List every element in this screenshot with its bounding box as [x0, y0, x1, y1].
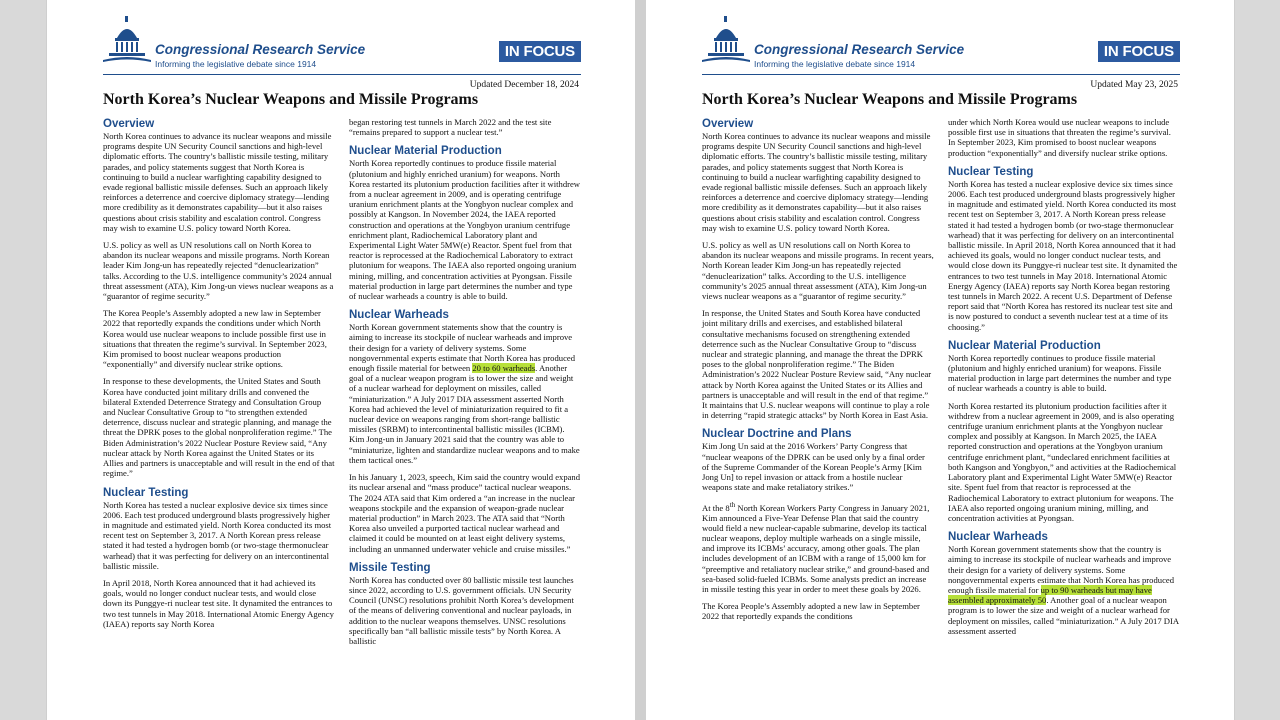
- text-column-left: [702, 117, 934, 629]
- capitol-dome-icon: [103, 16, 151, 68]
- paragraph: In his January 1, 2023, speech, Kim said the country would expand its nuclear arsenal and “mass produce” tactical nuclear weapons. The 2024 ATA said that Kim ordered a “an increase in the nuclear weapons stockpile and the expansion of weapon-grade nuclear material production” in March 2023. The ATA said that “North Korea also unveiled a purported tactical nuclear warhead and claimed it could be mounted on at least eight delivery systems, including an unmanned underwater vehicle and cruise missiles.”: [349, 472, 581, 554]
- paragraph: U.S. policy as well as UN resolutions call on North Korea to abandon its nuclear weapons and missile programs. North Korean leader Kim Jong-un has repeatedly rejected “denuclearization” talks. According to the U.S. intelligence community’s 2024 annual threat assessment (ATA), Kim Jong-un views nuclear weapons as a “guarantor of regime security.”: [103, 240, 334, 302]
- paragraph: In response to these developments, the United States and South Korea have conducted joint military drills and convened the bilateral Extended Deterrence Strategy and Consultation Group and Nuclear Consultative Group to “to strengthen extended deterrence, discuss nuclear and strategic planning, and manage the threat the DPRK poses to the global nonproliferation regime.” The Biden Administration’s 2022 Nuclear Posture Review said, “Any nuclear attack by North Korea against the United States or its Allies and partners is unacceptable and will result in the end of that regime.”: [103, 376, 335, 479]
- paragraph: North Korea restarted its plutonium production facilities after it withdrew from a nuclear agreement in 2009, and is also operating centrifuge uranium enrichment plants at the Yongbyon nuclear complex and possibly at Kangson. In March 2025, the IAEA reported construction and operations at the Yongbyon uranium centrifuge enrichment plant, “undeclared enrichment facilities at both Kangson and Yongbyon,” and activities at the Radiochemical Laboratory plant and Experimental Light Water 5MW(e) Reactor site. Spent fuel from that reactor is reprocessed at the Radiochemical Laboratory to extract plutonium for weapons. The IAEA also reported ongoing uranium mining, milling, and concentration activities at Pyongsan.: [948, 400, 1177, 523]
- text-run: . Another goal of a nuclear weapon program is to lower the size and weight of a nuclear warhead for deployment on missiles, called “miniaturization.” A July 2017 DIA assessment asserted North Korea had achieved the level of miniaturization required to fit a nuclear device on weapons ranging from short-range ballistic missiles (SRBM) to intercontinental ballistic missiles (ICBM). Kim Jong-un in January 2021 said that the country was able to “miniaturize, lighten and standardize nuclear weapons and to make them tactical ones.”: [349, 363, 580, 465]
- highlighted-text: 20 to 60 warheads: [472, 363, 536, 374]
- header-rule: [702, 74, 1180, 75]
- document-title: North Korea’s Nuclear Weapons and Missile Programs: [702, 91, 1078, 108]
- paragraph: under which North Korea would use nuclear weapons to include possible first use in situations that threaten the regime’s survival. In September 2023, Kim promised to boost nuclear weapons production “exponentially” and diversify nuclear strike options.: [948, 117, 1171, 158]
- page-gutter: [636, 0, 645, 720]
- paragraph: [702, 500, 934, 595]
- paragraph: North Korea reportedly continues to produce fissile material (plutonium and highly enriched uranium) for weapons. North Korea restarted its plutonium production facilities after it withdrew from a nuclear agreement in 2009, and is operating centrifuge uranium enrichment plants at the Yongbyon nuclear complex and possibly at Kangson. In November 2024, the IAEA reported construction and operations at the Yongbyon uranium centrifuge enrichment plant, Radiochemical Laboratory plant and Experimental Light Water 5MW(e) Reactor. Spent fuel from that reactor is reprocessed at the Radiochemical Laboratory to extract plutonium for weapons. The IAEA also reported ongoing uranium mining, milling, and concentration activities at Pyongsan. Fissile material production in large part determines the number and type of nuclear warheads a country is able to build.: [349, 158, 581, 302]
- paragraph: Kim Jong Un said at the 2016 Workers’ Party Congress that “nuclear weapons of the DPRK can be used only by a final order of the Supreme Commander of the Korean People’s Army [Kim Jong Un] to repel invasion or attack from a hostile nuclear weapons state and make retaliatory strikes.”: [702, 441, 925, 493]
- text-run: North Korean Workers Party Congress in January 2021, Kim announced a Five-Year Defense Plan that said the country would field a new nuclear-capable submarine, develop its tactical nuclear weapons, deploy multiple warheads on a single missile, and improve its ICBMs’ accuracy, among other goals. The plan includes development of an ICBM with a range of 15,000 km for “preemptive and retaliatory nuclear strike,” and ground-based and sea-based solid-fueled ICBMs. Some analysts predict an increase in missile testing this year in order to meet these goals by 2026.: [702, 502, 930, 594]
- org-name: Congressional Research Service: [754, 42, 965, 57]
- paragraph: North Korea has tested a nuclear explosive device six times since 2006. Each test produced underground blasts progressively higher in magnitude and estimated yield. North Korea conducted its most recent test on September 3, 2017. A North Korean press release stated it had tested a hydrogen bomb (or two-stage thermonuclear warhead) that it was perfecting for delivery on an intercontinental ballistic missile. In April 2018, North Korea announced that it had achieved its goals, would no longer conduct nuclear tests, and would close down its Punggye-ri nuclear test site. It dynamited the entrances to two test tunnels in May 2018. International Atomic Energy Agency (IAEA) reports say North Korea began restoring test tunnels in March 2022. A recent U.S. Department of Defense report said that “North Korea has restored its nuclear test site and is now postured to conduct a seventh nuclear test at a time of its choosing.”: [948, 178, 1178, 332]
- heading-nuclear-doctrine: Nuclear Doctrine and Plans: [702, 428, 852, 441]
- paragraph: The Korea People’s Assembly adopted a new law in September 2022 that reportedly expands the conditions: [702, 601, 920, 622]
- org-tagline: Informing the legislative debate since 1914: [155, 59, 317, 69]
- paragraph: North Korea continues to advance its nuclear weapons and missile programs despite UN Security Council sanctions and high-level diplomatic efforts. The country’s ballistic missile testing, military parades, and policy statements suggest that North Korea is continuing to build a nuclear warfighting capability designed to evade regional ballistic missile defenses. Such an approach likely reinforces a deterrence and coercive diplomacy strategy—lending more credibility as it demonstrates capability—but it also raises questions about crisis stability and escalation control. Congress may wish to examine U.S. policy toward North Korea.: [702, 131, 931, 233]
- page-header: [103, 14, 581, 74]
- heading-overview: Overview: [702, 118, 754, 130]
- highlighted-text: up to 90 warheads but may have assembled approximately 50: [948, 584, 1152, 606]
- heading-missile-testing: Missile Testing: [349, 561, 431, 574]
- paragraph: North Korea has tested a nuclear explosive device six times since 2006. Each test produced underground blasts progressively higher in magnitude and estimated yield. North Korea conducted its most recent test on September 3, 2017. A North Korean press release stated it had tested a hydrogen bomb (or two-stage thermonuclear warhead) that it was perfecting for delivery on an intercontinental ballistic missile.: [103, 499, 332, 571]
- updated-date: Updated December 18, 2024: [469, 80, 579, 90]
- text-run: North Korean government statements show that the country is aiming to increase its stockpile of nuclear warheads and improve their design for a variety of delivery systems. Some nongovernmental experts estimate that North Korea has produced enough fissile material for between: [349, 322, 575, 374]
- heading-nuclear-material-production: Nuclear Material Production: [948, 339, 1101, 352]
- heading-nuclear-warheads: Nuclear Warheads: [349, 309, 449, 322]
- heading-overview: Overview: [103, 118, 155, 130]
- org-tagline: Informing the legislative debate since 1914: [754, 59, 916, 69]
- document-title: North Korea’s Nuclear Weapons and Missile Programs: [103, 91, 479, 108]
- in-focus-badge: IN FOCUS: [1098, 41, 1180, 62]
- paragraph: began restoring test tunnels in March 2022 and the test site “remains prepared to support a nuclear test.”: [349, 117, 552, 138]
- in-focus-badge: IN FOCUS: [499, 41, 581, 62]
- paragraph: In response, the United States and South Korea have conducted joint military drills and exercises, and established bilateral consultative mechanisms focused on strengthening extended deterrence such as the Nuclear Consultative Group to “discuss nuclear and strategic planning, and manage the threat the DPRK poses to the global nonproliferation regime.” The Biden Administration’s 2022 Nuclear Posture Review said, “Any nuclear attack by North Korea against the United States or its Allies and partners is unacceptable and will result in the end of that regime.” It maintains that U.S. nuclear weapons will continue to play a role in deterring “rapid strategic attacks” by North Korea in East Asia.: [702, 308, 932, 421]
- paragraph: In April 2018, North Korea announced that it had achieved its goals, would no longer conduct nuclear tests, and would close down its Punggye-ri nuclear test site. It dynamited the entrances to two test tunnels in May 2018. International Atomic Energy Agency (IAEA) reports say North Korea: [103, 577, 334, 629]
- text-run: North Korean government statements show that the country is aiming to increase its stockpile of nuclear warheads and improve their design for a variety of delivery systems. Some nongovernmental experts estimate that North Korea has produced enough fissile material for: [948, 544, 1174, 595]
- heading-nuclear-testing: Nuclear Testing: [103, 486, 189, 499]
- superscript: th: [729, 500, 736, 509]
- capitol-dome-icon: [702, 16, 750, 68]
- paragraph: North Korea has conducted over 80 ballistic missile test launches since 2022, according to U.S. government officials. UN Security Council (UNSC) resolutions prohibit North Korea’s development of the means of delivering conventional and nuclear payloads, in addition to the nuclear weapons themselves. UNSC resolutions specifically ban “all ballistic missile tests” by North Korea. A ballistic: [349, 574, 574, 646]
- text-column-right: [948, 117, 1180, 643]
- paragraph: U.S. policy as well as UN resolutions call on North Korea to abandon its nuclear weapons and missile programs. In recent years, North Korean leader Kim Jong-un has repeatedly rejected “denuclearization” talks. According to the U.S. intelligence community’s 2025 annual threat assessment (ATA), Kim Jong-un views nuclear weapons as a “guarantor of regime security.”: [702, 240, 934, 302]
- document-page-left: [46, 0, 636, 720]
- paragraph: [349, 322, 581, 465]
- document-page-right: [645, 0, 1235, 720]
- text-column-left: [103, 117, 335, 636]
- header-rule: [103, 74, 581, 75]
- heading-nuclear-testing: Nuclear Testing: [948, 165, 1034, 178]
- heading-nuclear-warheads: Nuclear Warheads: [948, 531, 1048, 544]
- paragraph: North Korea reportedly continues to produce fissile material (plutonium and highly enriched uranium) for weapons. Fissile material production in large part determines the number and type of nuclear warheads a country is able to build.: [948, 352, 1172, 394]
- updated-date: Updated May 23, 2025: [1090, 80, 1178, 90]
- paragraph: North Korea continues to advance its nuclear weapons and missile programs despite UN Security Council sanctions and high-level diplomatic efforts. The country’s ballistic missile testing, military parades, and policy statements suggest that North Korea is continuing to build a nuclear warfighting capability designed to evade regional ballistic missile defenses. Such an approach likely reinforces a deterrence and coercive diplomacy strategy—lending more credibility as it demonstrates capability—but it also raises questions about crisis stability and escalation control. Congress may wish to examine U.S. policy toward North Korea.: [103, 131, 332, 233]
- paragraph: [948, 544, 1180, 636]
- paragraph: The Korea People’s Assembly adopted a new law in September 2022 that reportedly expands the conditions under which North Korea would use nuclear weapons to include possible first use in situations that threaten the regime’s survival. In September 2023, Kim promised to boost nuclear weapons production “exponentially” and diversify nuclear strike options.: [103, 308, 327, 370]
- heading-nuclear-material-production: Nuclear Material Production: [349, 145, 502, 158]
- page-header: [702, 14, 1180, 74]
- text-run: . Another goal of a nuclear weapon program is to lower the size and weight of a nuclear warhead for deployment on missiles, called “miniaturization.” A July 2017 DIA assessment asserted: [948, 595, 1179, 636]
- text-column-right: [349, 117, 581, 653]
- text-run: At the 8: [702, 502, 730, 513]
- org-name: Congressional Research Service: [155, 42, 366, 57]
